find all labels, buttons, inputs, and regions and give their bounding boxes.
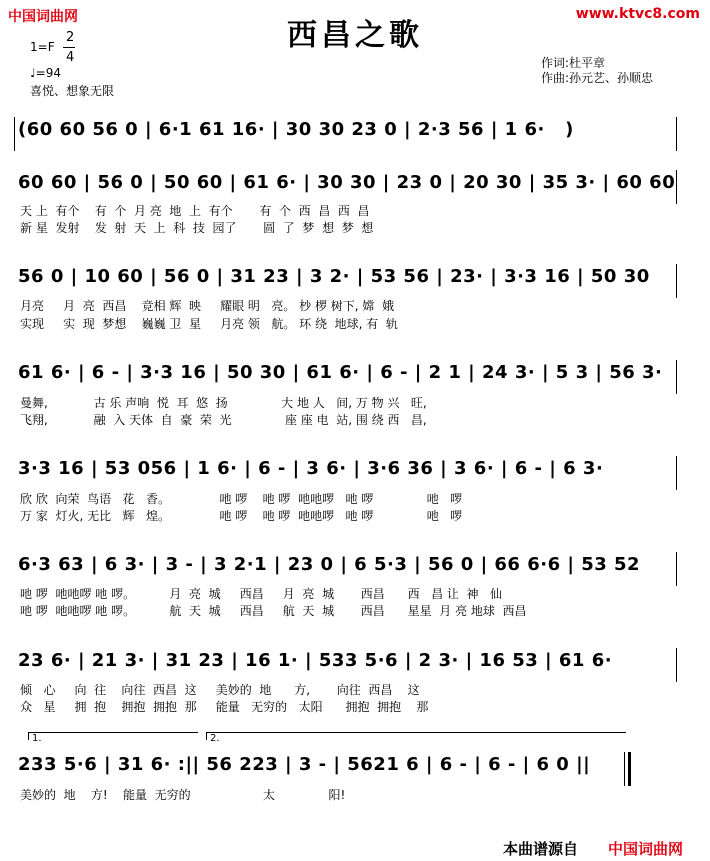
- site-watermark-top-left: 中国词曲网: [8, 9, 78, 25]
- volta-2-hook: [206, 732, 207, 740]
- mood-marking: 喜悦、想象无限: [30, 84, 115, 98]
- lyrics-verse-2: 飞翔, 融 入 天体 自 豪 荣 光 座 座 电 站, 围 绕 西 昌,: [20, 413, 427, 427]
- volta-1-bracket: [28, 732, 198, 733]
- barline: [676, 648, 677, 682]
- lyrics-verse-1: 天 上 有个 有 个 月 亮 地 上 有个 有 个 西 昌 西 昌: [20, 204, 370, 218]
- volta-1-hook: [28, 732, 29, 740]
- barline: [14, 117, 15, 151]
- barline: [676, 456, 677, 490]
- lyrics-verse-1: 曼舞, 古 乐 声响 悦 耳 悠 扬 大 地 人 间, 万 物 兴 旺,: [20, 396, 427, 410]
- notation-line: 60 60 | 56 0 | 50 60 | 61 6· | 30 30 | 23 0 | 20 30 | 35 3· | 60 60: [18, 172, 676, 193]
- lyrics-verse-2: 新 星 发射 发 射 天 上 科 技 园了 圆 了 梦 想 梦 想: [20, 221, 374, 235]
- barline: [676, 360, 677, 394]
- lyricist-credit: 作词:杜平章: [541, 56, 606, 70]
- lyrics-verse-2: 众 星 拥 抱 拥抱 拥抱 那 能量 无穷的 太阳 拥抱 拥抱 那: [20, 700, 429, 714]
- notation-line: (60 60 56 0 | 6·1 61 16· | 30 30 23 0 | 2·3 56 | 1 6· ): [18, 119, 574, 140]
- barline: [676, 170, 677, 204]
- lyrics-verse-1: 吔 啰 吔吔啰 吔 啰。 月 亮 城 西昌 月 亮 城 西昌 西 昌 让 神 仙: [20, 587, 502, 601]
- notation-line: 6·3 63 | 6 3· | 3 - | 3 2·1 | 23 0 | 6 5·3 | 56 0 | 66 6·6 | 53 52: [18, 554, 641, 575]
- time-sig-divider: [63, 47, 75, 48]
- notation-line: 56 0 | 10 60 | 56 0 | 31 23 | 3 2· | 53 56 | 23· | 3·3 16 | 50 30: [18, 266, 650, 287]
- time-sig-top: 2: [66, 30, 75, 45]
- score-system-8: [14, 752, 690, 790]
- volta-2-bracket: [206, 732, 626, 733]
- barline: [676, 117, 677, 151]
- barline: [676, 264, 677, 298]
- site-watermark-top-right: www.ktvc8.com: [575, 6, 700, 22]
- lyrics-verse-2: 万 家 灯火, 无比 辉 煌。 吔 啰 吔 啰 吔吔啰 吔 啰 吔 啰: [20, 509, 463, 523]
- barline: [676, 552, 677, 586]
- score-system-4: [14, 360, 690, 398]
- volta-1-label: 1.: [32, 733, 42, 744]
- composer-credit: 作曲:孙元艺、孙顺忠: [541, 71, 654, 85]
- lyrics-verse-1: 倾 心 向 往 向往 西昌 这 美妙的 地 方, 向往 西昌 这: [20, 683, 420, 697]
- song-title: 西昌之歌: [287, 18, 423, 53]
- tempo-marking: ♩=94: [30, 66, 61, 80]
- volta-2-label: 2.: [210, 733, 220, 744]
- notation-line: 61 6· | 6 - | 3·3 16 | 50 30 | 61 6· | 6 - | 2 1 | 24 3· | 5 3 | 56 3·: [18, 362, 663, 383]
- site-watermark-bottom: 中国词曲网: [608, 840, 684, 858]
- lyrics-verse-2: 实现 实 现 梦想 巍巍 卫 星 月亮 领 航。 环 绕 地球, 有 轨: [20, 317, 398, 331]
- final-barline-thin: [624, 752, 625, 786]
- score-system-1: [14, 117, 690, 155]
- notation-line: 233 5·6 | 31 6· :|| 56 223 | 3 - | 5621 6 | 6 - | 6 - | 6 0 ||: [18, 754, 591, 775]
- lyrics-verse-2: 吔 啰 吔吔啰 吔 啰。 航 天 城 西昌 航 天 城 西昌 星星 月 亮 地球 西昌: [20, 604, 527, 618]
- lyrics-verse-1: 美妙的 地 方! 能量 无穷的 太 阳!: [20, 788, 346, 802]
- notation-line: 23 6· | 21 3· | 31 23 | 16 1· | 533 5·6 | 2 3· | 16 53 | 61 6·: [18, 650, 613, 671]
- time-sig-bottom: 4: [66, 50, 75, 65]
- notation-line: 3·3 16 | 53 056 | 1 6· | 6 - | 3 6· | 3·6 36 | 3 6· | 6 - | 6 3·: [18, 458, 604, 479]
- lyrics-verse-1: 欣 欣 向荣 鸟语 花 香。 吔 啰 吔 啰 吔吔啰 吔 啰 吔 啰: [20, 492, 463, 506]
- score-system-5: [14, 456, 690, 494]
- source-label: 本曲谱源自: [503, 840, 579, 858]
- lyrics-verse-1: 月亮 月 亮 西昌 竞相 辉 映 耀眼 明 亮。 杪 椤 树下, 嫦 娥: [20, 299, 395, 313]
- key-signature: 1=F: [30, 40, 55, 54]
- final-barline-thick: [628, 752, 631, 786]
